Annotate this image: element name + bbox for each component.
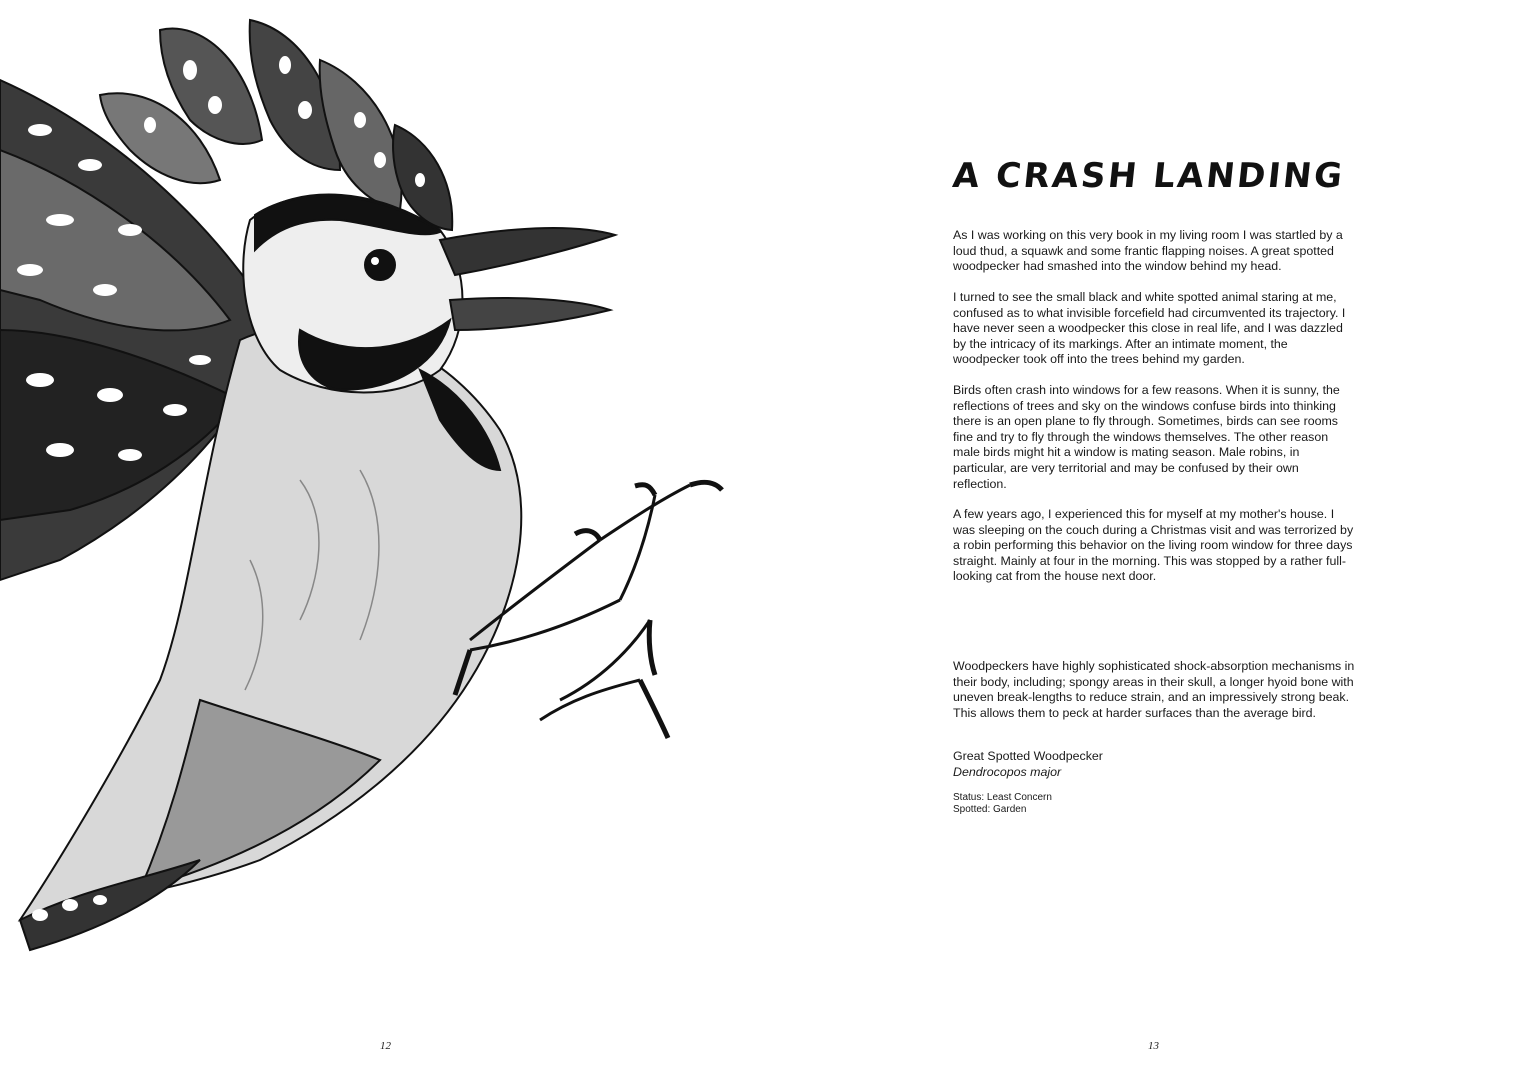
paragraph-4: A few years ago, I experienced this for myself at my mother's house. I was sleeping on the couch during a Christmas visit and was terrorized by a robin performing this behavior on the living room window for three days straight. Mainly at four in the morning. This was stopped by a rather full-looking cat from the house next door. — [953, 507, 1354, 584]
species-latin-name: Dendrocopos major — [953, 765, 1062, 779]
paragraph-5: Woodpeckers have highly sophisticated shock-absorption mechanisms in their body, including; spongy areas in their skull, a longer hyoid bone with uneven break-lengths to reduce strain, and an impressively strong beak. This allows them to peck at harder surfaces than the average bird. — [953, 659, 1355, 720]
page-number-right: 13 — [1148, 1040, 1159, 1052]
paragraph-3: Birds often crash into windows for a few reasons. When it is sunny, the reflections of trees and sky on the windows confuse birds into thinking there is an open plane to fly through. Sometimes, birds can see rooms fine and try to fly through the windows themselves. The other reason male birds might hit a window is mating season. Male robins, in particular, are very territorial and may be confused by their own reflection. — [953, 383, 1340, 491]
paragraph-2: I turned to see the small black and white spotted animal staring at me, confused as to what invisible forcefield had circumvented its trajectory. I have never seen a woodpecker this close in real life, and I was dazzled by the intricacy of its markings. After an intimate moment, the woodpecker took off into the trees behind my garden. — [953, 290, 1346, 367]
chapter-title: A CRASH LANDING — [950, 156, 1347, 196]
page-number-left: 12 — [380, 1040, 391, 1052]
beak — [440, 228, 615, 330]
species-spotted: Spotted: Garden — [953, 804, 1027, 815]
species-status: Status: Least Concern — [953, 792, 1052, 803]
paragraph-1: As I was working on this very book in my living room I was startled by a loud thud, a squawk and some frantic flapping noises. A great spotted woodpecker had smashed into the window behind my head. — [953, 228, 1343, 274]
species-common-name: Great Spotted Woodpecker — [953, 749, 1103, 763]
